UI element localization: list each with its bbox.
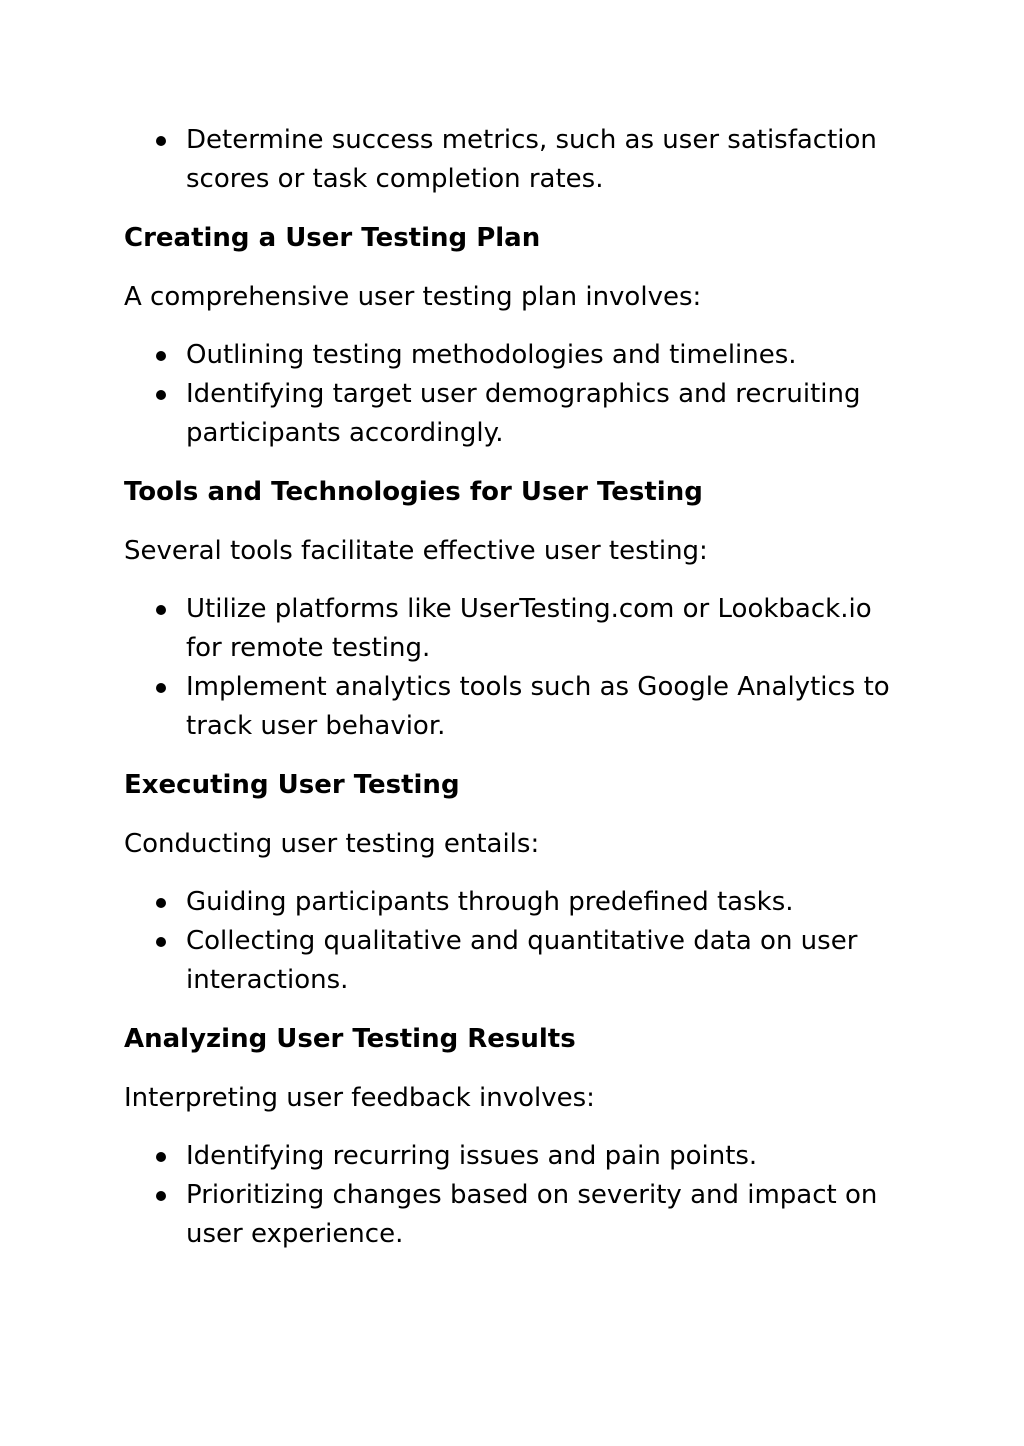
bullet-icon: [156, 390, 166, 400]
list-item-text: Guiding participants through predefined tasks.: [186, 887, 794, 917]
list-item: [124, 1176, 914, 1254]
list-item-text: Identifying recurring issues and pain points.: [186, 1141, 758, 1171]
list-item: [124, 336, 914, 375]
section-executing-testing: [124, 766, 914, 1000]
section-analyzing-results: [124, 1020, 914, 1254]
bullet-list: [124, 883, 914, 1000]
section-intro: A comprehensive user testing plan involves:: [124, 282, 702, 312]
bullet-icon: [156, 136, 166, 146]
bullet-icon: [156, 683, 166, 693]
list-item-text: Identifying target user demographics and recruiting participants accordingly.: [186, 379, 861, 448]
list-item: [124, 590, 914, 668]
bullet-icon: [156, 937, 166, 947]
bullet-icon: [156, 1152, 166, 1162]
section-heading: Analyzing User Testing Results: [124, 1024, 576, 1054]
list-item-text: Utilize platforms like UserTesting.com or Lookback.io for remote testing.: [186, 594, 872, 663]
section-intro: Interpreting user feedback involves:: [124, 1083, 595, 1113]
list-item: [124, 668, 914, 746]
bullet-icon: [156, 351, 166, 361]
section-heading: Creating a User Testing Plan: [124, 223, 541, 253]
list-item: [124, 922, 914, 1000]
list-item: [124, 1137, 914, 1176]
bullet-icon: [156, 1191, 166, 1201]
section-creating-plan: [124, 219, 914, 453]
document-page: [124, 121, 914, 1254]
bullet-list: [124, 1137, 914, 1254]
list-item-text: Determine success metrics, such as user satisfaction scores or task completion rates.: [186, 125, 877, 194]
bullet-icon: [156, 898, 166, 908]
section-tools-technologies: [124, 473, 914, 746]
list-item: [124, 375, 914, 453]
list-item-text: Implement analytics tools such as Google Analytics to track user behavior.: [186, 672, 890, 741]
list-item: [124, 121, 914, 199]
bullet-list: [124, 121, 914, 199]
list-item-text: Prioritizing changes based on severity and impact on user experience.: [186, 1180, 878, 1249]
list-item-text: Outlining testing methodologies and timelines.: [186, 340, 797, 370]
section-heading: Executing User Testing: [124, 770, 460, 800]
bullet-icon: [156, 605, 166, 615]
section-heading: Tools and Technologies for User Testing: [124, 477, 703, 507]
section-intro: Conducting user testing entails:: [124, 829, 540, 859]
section-intro: Several tools facilitate effective user testing:: [124, 536, 708, 566]
list-item-text: Collecting qualitative and quantitative data on user interactions.: [186, 926, 858, 995]
list-item: [124, 883, 914, 922]
bullet-list: [124, 590, 914, 746]
bullet-list: [124, 336, 914, 453]
